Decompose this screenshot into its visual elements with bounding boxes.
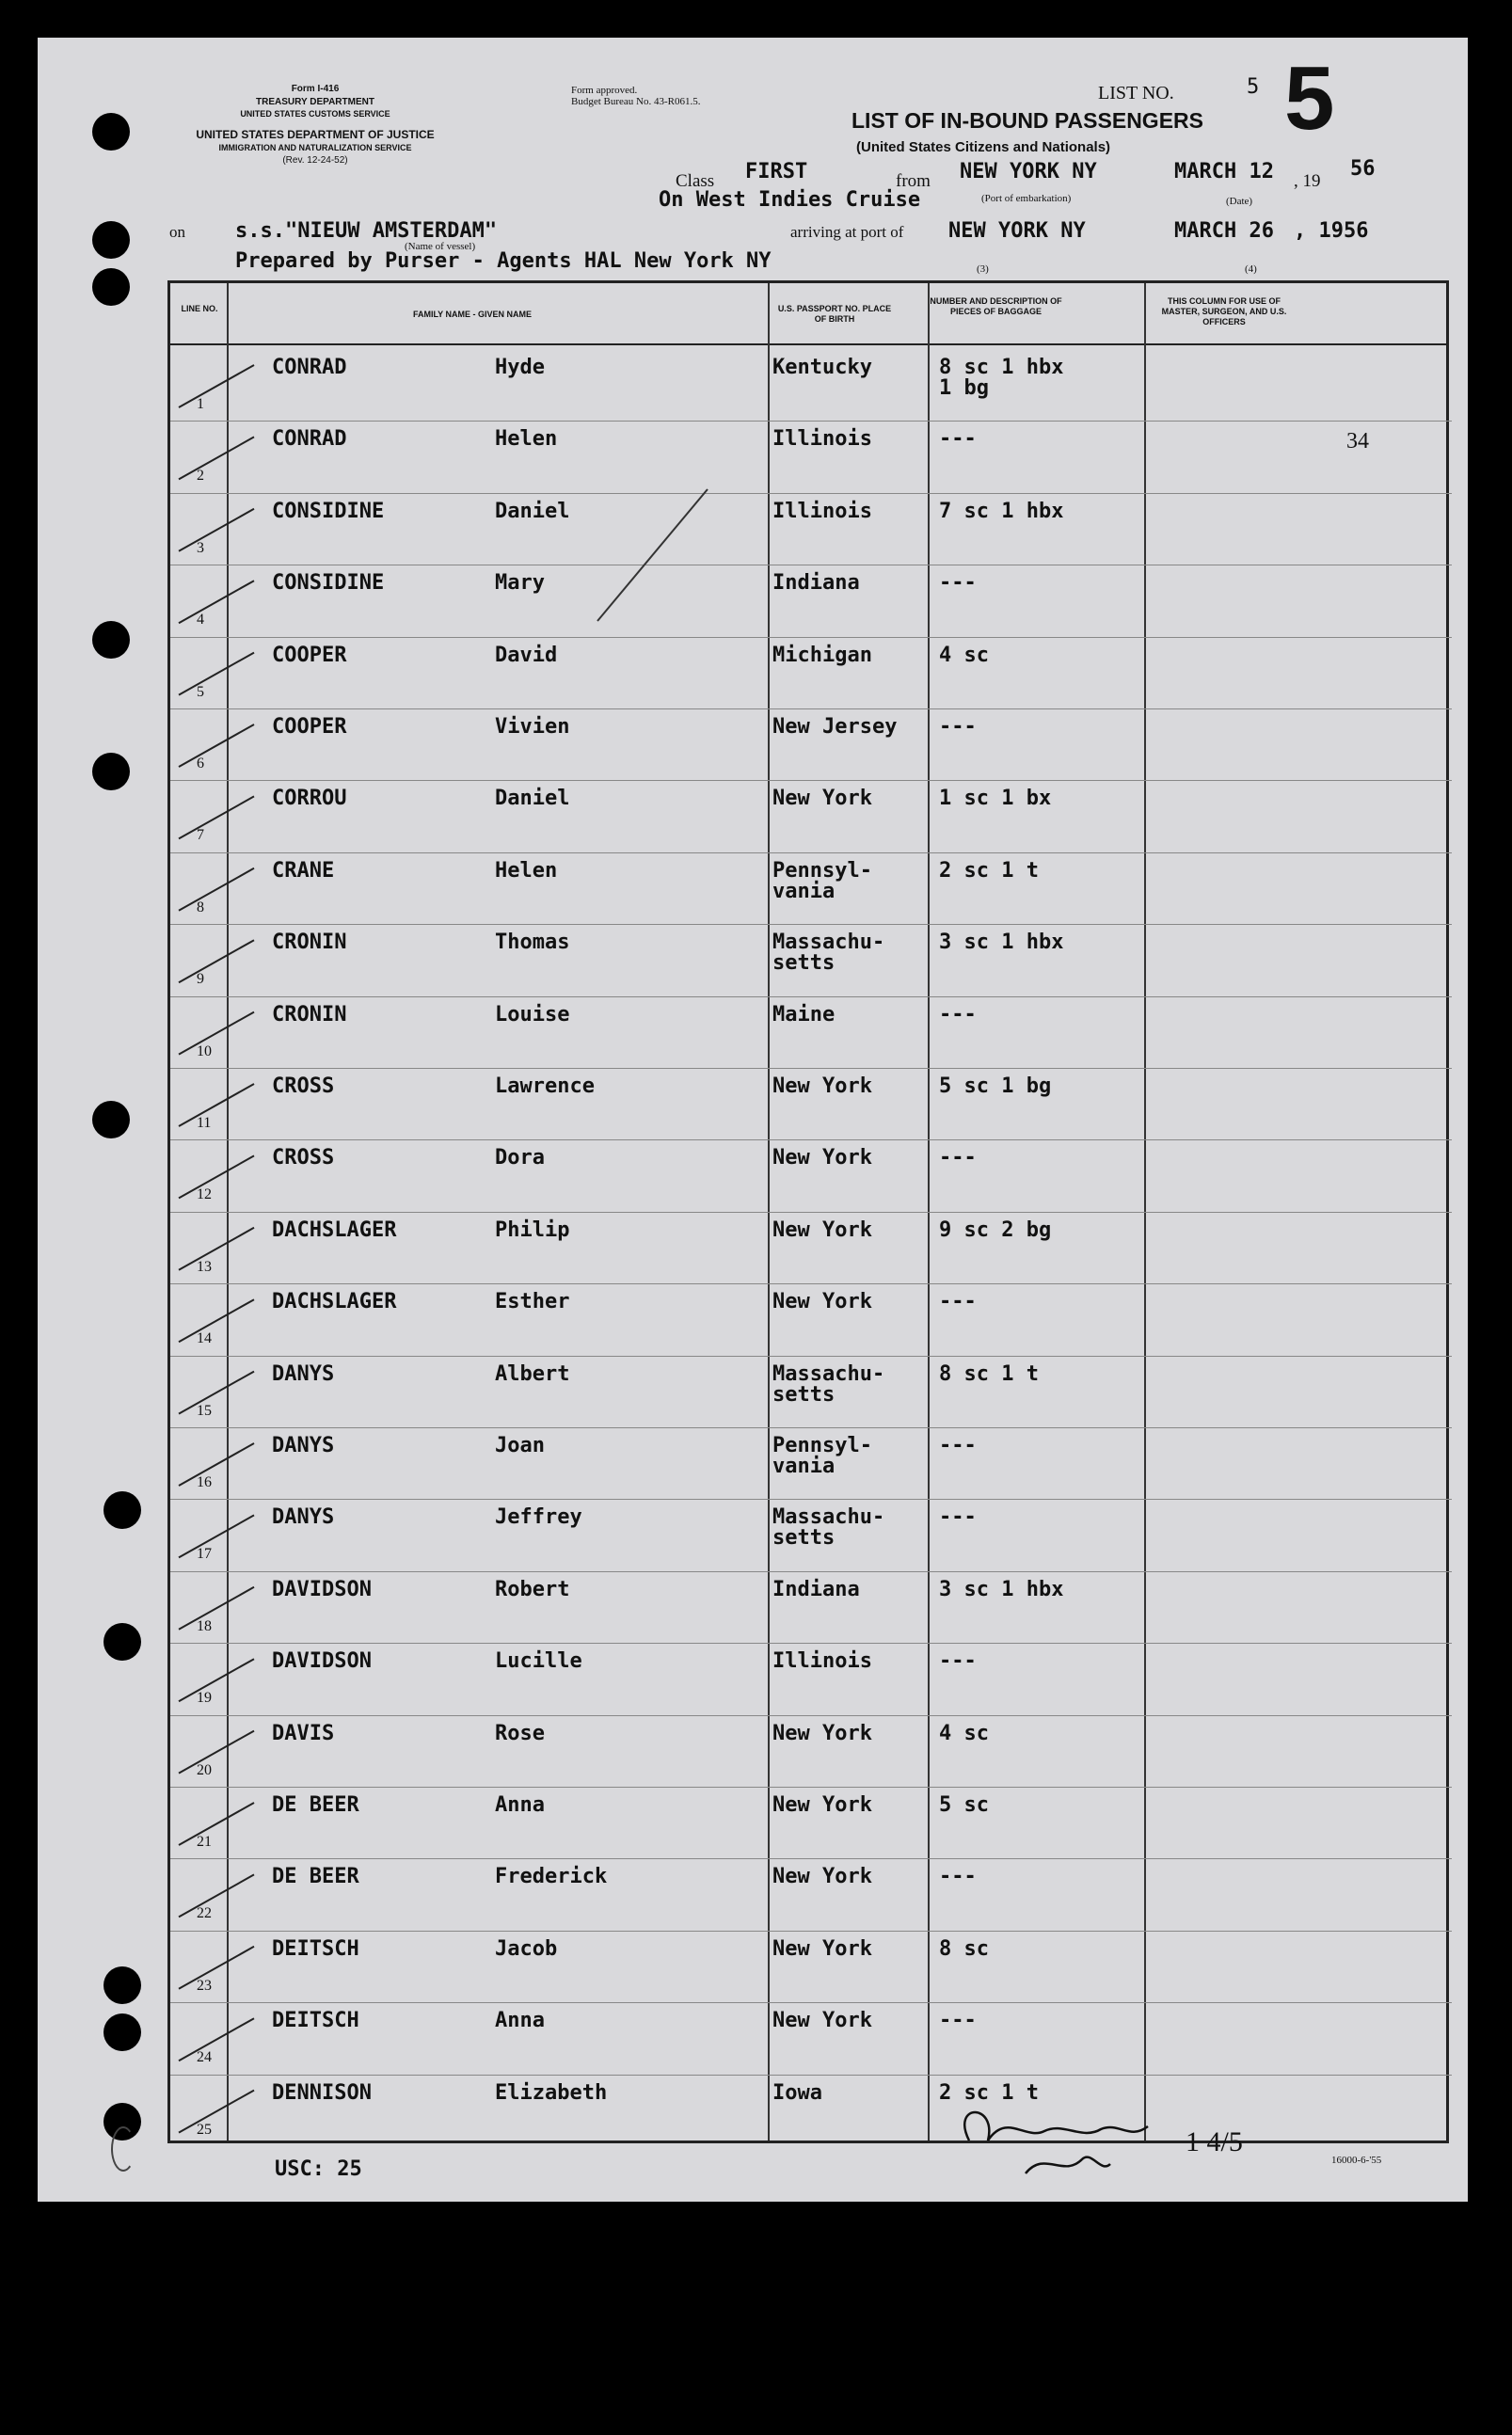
table-row <box>170 1068 1452 1140</box>
baggage: --- <box>939 1290 977 1314</box>
place-of-birth-cont: setts <box>772 1526 836 1551</box>
table-row <box>170 852 1452 925</box>
form-subtitle: (United States Citizens and Nationals) <box>856 139 1111 155</box>
line-number: 6 <box>197 756 204 772</box>
signature-date: 1 4/5 <box>1186 2126 1243 2157</box>
baggage: 2 sc 1 t <box>939 858 1039 883</box>
baggage: 7 sc 1 hbx <box>939 499 1064 523</box>
place-of-birth: New Jersey <box>772 715 898 739</box>
given-name: Frederick <box>495 1865 608 1889</box>
family-name: DE BEER <box>272 1865 359 1889</box>
table-row <box>170 1571 1452 1644</box>
vessel-name: s.s."NIEUW AMSTERDAM" <box>235 219 498 243</box>
punch-hole <box>92 753 130 790</box>
family-name: DAVIDSON <box>272 1577 372 1601</box>
line-number: 9 <box>197 971 204 988</box>
line-number: 12 <box>197 1186 212 1203</box>
family-name: DE BEER <box>272 1793 359 1817</box>
baggage: --- <box>939 2009 977 2033</box>
punch-hole <box>92 113 130 151</box>
baggage: 5 sc <box>939 1793 989 1817</box>
line-number: 19 <box>197 1690 212 1707</box>
dept-ins: IMMIGRATION AND NATURALIZATION SERVICE <box>218 143 412 152</box>
given-name: Jeffrey <box>495 1505 582 1530</box>
place-of-birth: Indiana <box>772 571 860 596</box>
table-row <box>170 996 1452 1069</box>
baggage: --- <box>939 1002 977 1027</box>
place-of-birth-cont: setts <box>772 951 836 976</box>
family-name: CROSS <box>272 1146 335 1170</box>
line-number: 1 <box>197 396 204 412</box>
given-name: Esther <box>495 1290 570 1314</box>
family-name: DEITSCH <box>272 2009 359 2033</box>
line-number: 15 <box>197 1402 212 1419</box>
place-of-birth: Maine <box>772 1002 836 1027</box>
given-name: Robert <box>495 1577 570 1601</box>
list-no-label: LIST NO. <box>1098 83 1174 103</box>
place-of-birth: Massachu- <box>772 931 885 955</box>
given-name: Daniel <box>495 499 570 523</box>
table-row <box>170 1212 1452 1284</box>
departure-date: MARCH 12 <box>1174 160 1274 183</box>
place-of-birth: Massachu- <box>772 1505 885 1530</box>
given-name: Helen <box>495 858 558 883</box>
table-row <box>170 1858 1452 1931</box>
table-row <box>170 1931 1452 2003</box>
vessel-caption: (Name of vessel) <box>405 241 476 252</box>
given-name: Louise <box>495 1002 570 1027</box>
baggage: 4 sc <box>939 1721 989 1745</box>
table-row <box>170 1356 1452 1428</box>
arrival-port: NEW YORK NY <box>948 219 1086 243</box>
line-number: 20 <box>197 1761 212 1778</box>
punch-hole <box>103 2013 141 2051</box>
given-name: Dora <box>495 1146 545 1170</box>
place-of-birth: New York <box>772 1074 872 1098</box>
given-name: Vivien <box>495 715 570 739</box>
class-label: Class <box>676 171 715 191</box>
table-row <box>170 421 1452 493</box>
table-row <box>170 493 1452 565</box>
baggage: 3 sc 1 hbx <box>939 1577 1064 1601</box>
place-of-birth: Michigan <box>772 643 872 667</box>
place-of-birth: Illinois <box>772 1649 872 1674</box>
place-of-birth: Illinois <box>772 499 872 523</box>
col-name: FAMILY NAME - GIVEN NAME <box>412 310 532 319</box>
place-of-birth: New York <box>772 2009 872 2033</box>
baggage: 9 sc 2 bg <box>939 1218 1052 1242</box>
place-of-birth-cont: setts <box>772 1382 836 1407</box>
table-row <box>170 1499 1452 1571</box>
table-row <box>170 1787 1452 1859</box>
table-row <box>170 708 1452 781</box>
dept-justice: UNITED STATES DEPARTMENT OF JUSTICE <box>196 128 435 141</box>
line-number: 10 <box>197 1042 212 1059</box>
given-name: Joan <box>495 1434 545 1457</box>
place-of-birth: New York <box>772 1865 872 1889</box>
table-row <box>170 1139 1452 1212</box>
caption-3: (3) <box>977 263 989 275</box>
family-name: DENNISON <box>272 2080 372 2105</box>
baggage: 5 sc 1 bg <box>939 1074 1052 1098</box>
port-embarkation-caption: (Port of embarkation) <box>981 193 1072 204</box>
caption-4: (4) <box>1245 263 1257 275</box>
form-title: LIST OF IN-BOUND PASSENGERS <box>851 108 1203 133</box>
baggage: --- <box>939 571 977 596</box>
baggage: --- <box>939 715 977 739</box>
baggage: --- <box>939 1505 977 1530</box>
class-value: FIRST <box>745 160 808 183</box>
on-label: on <box>169 223 185 241</box>
line-number: 21 <box>197 1834 212 1850</box>
list-no-typed: 5 <box>1247 75 1260 99</box>
dept-customs: UNITED STATES CUSTOMS SERVICE <box>240 109 390 119</box>
line-number: 18 <box>197 1617 212 1634</box>
baggage: --- <box>939 1146 977 1170</box>
place-of-birth: New York <box>772 787 872 811</box>
table-row <box>170 349 1452 422</box>
family-name: DANYS <box>272 1361 335 1386</box>
line-number: 7 <box>197 827 204 844</box>
punch-hole <box>92 621 130 659</box>
punch-hole <box>92 1101 130 1138</box>
manifest-sheet <box>38 38 1468 2202</box>
table-row <box>170 565 1452 637</box>
place-of-birth: Massachu- <box>772 1361 885 1386</box>
punch-hole <box>103 1966 141 2004</box>
place-of-birth: Kentucky <box>772 356 872 379</box>
given-name: Mary <box>495 571 545 596</box>
line-number: 16 <box>197 1474 212 1490</box>
baggage: --- <box>939 1865 977 1889</box>
line-number: 2 <box>197 468 204 485</box>
family-name: COOPER <box>272 643 347 667</box>
baggage-cont: 1 bg <box>939 376 989 400</box>
family-name: CRONIN <box>272 1002 347 1027</box>
table-row <box>170 1715 1452 1788</box>
place-of-birth: New York <box>772 1146 872 1170</box>
table-row <box>170 2002 1452 2075</box>
given-name: Hyde <box>495 356 545 379</box>
family-name: DAVIDSON <box>272 1649 372 1674</box>
arriving-label: arriving at port of <box>790 223 904 241</box>
line-number: 5 <box>197 683 204 700</box>
cruise-line: On West Indies Cruise <box>659 188 921 212</box>
footer-code: 16000-6-'55 <box>1331 2155 1382 2166</box>
table-row <box>170 1643 1452 1715</box>
line-number: 17 <box>197 1546 212 1563</box>
place-of-birth-cont: vania <box>772 1455 836 1478</box>
baggage: --- <box>939 1434 977 1457</box>
family-name: CONRAD <box>272 356 347 379</box>
table-header <box>170 283 1446 345</box>
family-name: DANYS <box>272 1505 335 1530</box>
budget-bureau: Budget Bureau No. 43-R061.5. <box>571 96 701 107</box>
place-of-birth: Pennsyl- <box>772 858 872 883</box>
form-revision: (Rev. 12-24-52) <box>282 155 348 166</box>
table-row <box>170 637 1452 709</box>
baggage: --- <box>939 427 977 452</box>
family-name: DACHSLAGER <box>272 1218 397 1242</box>
line-number: 3 <box>197 539 204 556</box>
family-name: CONRAD <box>272 427 347 452</box>
margin-scribble <box>111 2126 135 2172</box>
line-number: 14 <box>197 1330 212 1347</box>
prepared-by: Prepared by Purser - Agents HAL New York NY <box>235 249 772 273</box>
given-name: Albert <box>495 1361 570 1386</box>
given-name: Jacob <box>495 1936 558 1961</box>
form-number: Form I-416 <box>291 84 340 94</box>
place-of-birth: Pennsyl- <box>772 1434 872 1457</box>
line-number: 25 <box>197 2121 212 2138</box>
given-name: Daniel <box>495 787 570 811</box>
table-row <box>170 1283 1452 1356</box>
family-name: CRONIN <box>272 931 347 955</box>
given-name: Helen <box>495 427 558 452</box>
punch-hole <box>103 1623 141 1661</box>
baggage: 2 sc 1 t <box>939 2080 1039 2105</box>
line-number: 8 <box>197 899 204 915</box>
baggage: 4 sc <box>939 643 989 667</box>
punch-hole <box>103 1491 141 1529</box>
given-name: Thomas <box>495 931 570 955</box>
given-name: Elizabeth <box>495 2080 608 2105</box>
family-name: DANYS <box>272 1434 335 1457</box>
punch-hole <box>92 268 130 306</box>
given-name: Anna <box>495 2009 545 2033</box>
line-number: 22 <box>197 1905 212 1922</box>
col-passport: U.S. PASSPORT NO. PLACE OF BIRTH <box>777 304 892 324</box>
family-name: CONSIDINE <box>272 571 385 596</box>
from-port: NEW YORK NY <box>960 160 1097 183</box>
place-of-birth-cont: vania <box>772 879 836 903</box>
place-of-birth: New York <box>772 1936 872 1961</box>
dept-treasury: TREASURY DEPARTMENT <box>256 97 374 107</box>
col-line-no: LINE NO. <box>181 304 218 313</box>
family-name: CONSIDINE <box>272 499 385 523</box>
list-no-stamp: 5 <box>1284 48 1335 149</box>
arrival-year: , 1956 <box>1294 219 1369 243</box>
given-name: Anna <box>495 1793 545 1817</box>
passenger-table <box>167 280 1449 2143</box>
line-number: 13 <box>197 1258 212 1275</box>
place-of-birth: New York <box>772 1793 872 1817</box>
place-of-birth: New York <box>772 1290 872 1314</box>
family-name: CROSS <box>272 1074 335 1098</box>
line-number: 23 <box>197 1977 212 1994</box>
date-caption: (Date) <box>1226 196 1253 207</box>
col-baggage: NUMBER AND DESCRIPTION OF PIECES OF BAGGAGE <box>930 296 1062 316</box>
baggage: 3 sc 1 hbx <box>939 931 1064 955</box>
family-name: CORROU <box>272 787 347 811</box>
place-of-birth: Iowa <box>772 2080 822 2105</box>
given-name: Rose <box>495 1721 545 1745</box>
place-of-birth: Illinois <box>772 427 872 452</box>
arrival-date: MARCH 26 <box>1174 219 1274 243</box>
given-name: Lawrence <box>495 1074 595 1098</box>
family-name: DACHSLAGER <box>272 1290 397 1314</box>
col-officers: THIS COLUMN FOR USE OF MASTER, SURGEON, AND U.S. OFFICERS <box>1161 296 1287 326</box>
table-row <box>170 1427 1452 1500</box>
family-name: COOPER <box>272 715 347 739</box>
margin-note: 34 <box>1346 429 1369 454</box>
given-name: Lucille <box>495 1649 582 1674</box>
given-name: Philip <box>495 1218 570 1242</box>
family-name: DAVIS <box>272 1721 335 1745</box>
baggage: 8 sc <box>939 1936 989 1961</box>
place-of-birth: Indiana <box>772 1577 860 1601</box>
table-row <box>170 924 1452 996</box>
baggage: 1 sc 1 bx <box>939 787 1052 811</box>
form-approved: Form approved. <box>571 85 638 96</box>
usc-total: USC: 25 <box>275 2157 362 2181</box>
departure-year-prefix: , 19 <box>1294 171 1321 191</box>
family-name: CRANE <box>272 858 335 883</box>
table-row <box>170 780 1452 852</box>
family-name: DEITSCH <box>272 1936 359 1961</box>
baggage: 8 sc 1 hbx <box>939 356 1064 379</box>
baggage: --- <box>939 1649 977 1674</box>
place-of-birth: New York <box>772 1218 872 1242</box>
baggage: 8 sc 1 t <box>939 1361 1039 1386</box>
line-number: 11 <box>197 1115 212 1131</box>
from-label: from <box>896 171 931 191</box>
punch-hole <box>92 221 130 259</box>
line-number: 4 <box>197 612 204 629</box>
given-name: David <box>495 643 558 667</box>
place-of-birth: New York <box>772 1721 872 1745</box>
line-number: 24 <box>197 2049 212 2066</box>
departure-year: 56 <box>1350 157 1376 181</box>
